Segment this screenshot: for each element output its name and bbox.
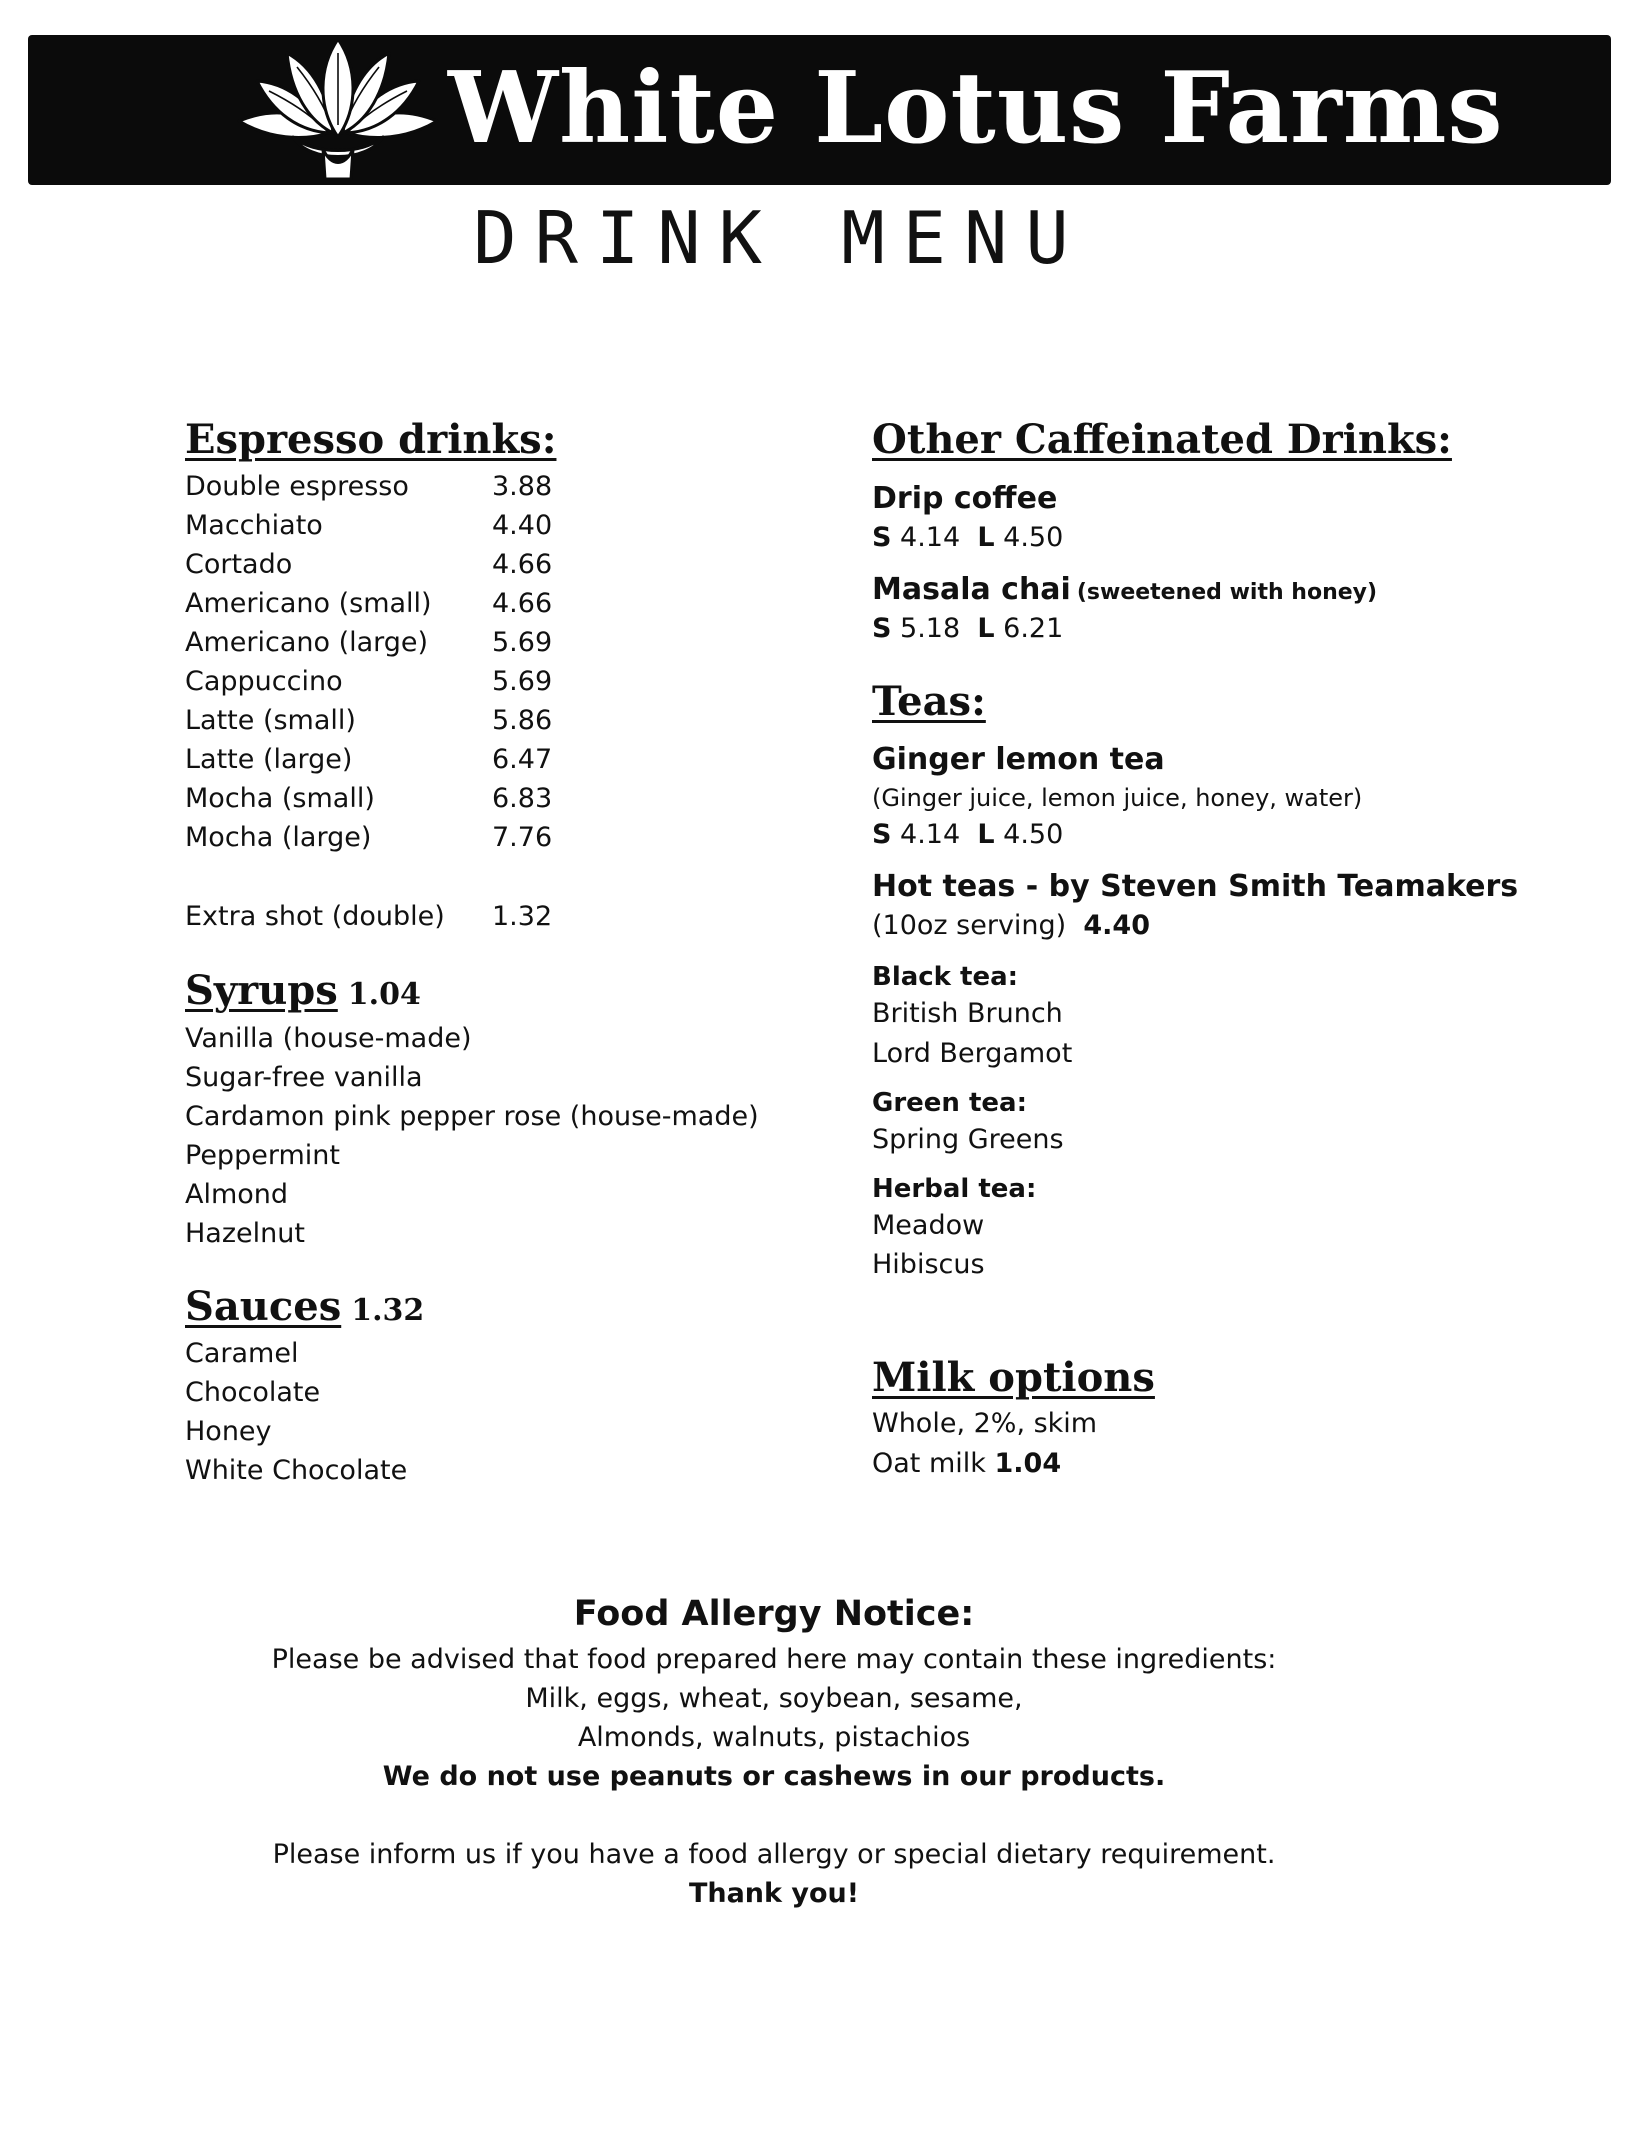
espresso-item-name: Latte (small) bbox=[185, 705, 356, 736]
tea-item: Hibiscus bbox=[872, 1249, 985, 1280]
oat-milk-price: 1.04 bbox=[994, 1448, 1062, 1479]
syrup-item: Peppermint bbox=[185, 1140, 340, 1171]
espresso-item-name: Cappuccino bbox=[185, 666, 343, 697]
hot-teas-name: Hot teas - by Steven Smith Teamakers bbox=[872, 869, 1519, 904]
teas-section-title: Teas: bbox=[872, 678, 986, 725]
espresso-item-price: 4.40 bbox=[492, 510, 553, 541]
allergy-notice-emphasis: We do not use peanuts or cashews in our products. bbox=[382, 1761, 1166, 1792]
allergy-notice-line: Please be advised that food prepared here may contain these ingredients: bbox=[271, 1644, 1277, 1675]
syrup-item: Hazelnut bbox=[185, 1218, 305, 1249]
extra-shot-price: 1.32 bbox=[492, 901, 553, 932]
size-small-label: S bbox=[872, 613, 892, 644]
espresso-item-name: Cortado bbox=[185, 549, 293, 580]
espresso-item-price: 5.69 bbox=[492, 666, 553, 697]
allergy-notice-title: Food Allergy Notice: bbox=[573, 1594, 975, 1634]
sauces-section-title bbox=[185, 1283, 424, 1335]
drip-coffee-prices bbox=[872, 520, 1063, 556]
allergy-thank-you: Thank you! bbox=[688, 1878, 860, 1909]
size-small-price: 4.14 bbox=[900, 819, 961, 850]
espresso-item-name: Macchiato bbox=[185, 510, 323, 541]
masala-chai-row bbox=[872, 571, 1377, 612]
masala-chai-name: Masala chai bbox=[872, 572, 1071, 607]
allergy-notice-line: Milk, eggs, wheat, soybean, sesame, bbox=[525, 1683, 1023, 1714]
syrups-section-title bbox=[185, 967, 421, 1019]
syrup-item: Sugar-free vanilla bbox=[185, 1062, 423, 1093]
syrup-item: Almond bbox=[185, 1179, 289, 1210]
lotus-icon bbox=[233, 37, 443, 183]
milk-section-title: Milk options bbox=[872, 1354, 1155, 1401]
espresso-item-name: Americano (small) bbox=[185, 588, 432, 619]
size-large-label: L bbox=[977, 819, 995, 850]
size-large-label: L bbox=[977, 522, 995, 553]
ginger-lemon-tea-prices bbox=[872, 817, 1063, 853]
size-small-price: 5.18 bbox=[900, 613, 961, 644]
black-tea-heading: Black tea: bbox=[872, 962, 1019, 992]
ginger-lemon-tea-name: Ginger lemon tea bbox=[872, 742, 1165, 777]
tea-item: Spring Greens bbox=[872, 1124, 1064, 1155]
allergy-notice-line: Almonds, walnuts, pistachios bbox=[577, 1722, 971, 1753]
espresso-item-price: 5.86 bbox=[492, 705, 553, 736]
size-small-label: S bbox=[872, 522, 892, 553]
oat-milk-line bbox=[872, 1446, 1061, 1482]
sauces-title: Sauces bbox=[185, 1283, 342, 1330]
hot-teas-serving-row bbox=[872, 908, 1150, 944]
espresso-item-name: Americano (large) bbox=[185, 627, 429, 658]
espresso-item-name: Latte (large) bbox=[185, 744, 353, 775]
green-tea-heading: Green tea: bbox=[872, 1088, 1027, 1118]
oat-milk-label: Oat milk bbox=[872, 1448, 986, 1479]
sauces-price: 1.32 bbox=[351, 1293, 425, 1328]
tea-item: Meadow bbox=[872, 1210, 985, 1241]
masala-chai-note: (sweetened with honey) bbox=[1076, 580, 1378, 605]
header-banner bbox=[28, 35, 1611, 185]
espresso-item-name: Mocha (small) bbox=[185, 783, 375, 814]
espresso-item-price: 6.83 bbox=[492, 783, 553, 814]
sauce-item: Caramel bbox=[185, 1338, 299, 1369]
size-large-price: 4.50 bbox=[1003, 522, 1064, 553]
ginger-lemon-tea-desc: (Ginger juice, lemon juice, honey, water) bbox=[872, 784, 1363, 812]
drip-coffee-name: Drip coffee bbox=[872, 481, 1058, 516]
espresso-section-title: Espresso drinks: bbox=[185, 416, 557, 463]
size-large-price: 6.21 bbox=[1003, 613, 1064, 644]
size-large-label: L bbox=[977, 613, 995, 644]
espresso-item-price: 5.69 bbox=[492, 627, 553, 658]
espresso-item-price: 4.66 bbox=[492, 549, 553, 580]
sauce-item: Honey bbox=[185, 1416, 272, 1447]
masala-chai-prices bbox=[872, 611, 1063, 647]
milk-options-line: Whole, 2%, skim bbox=[872, 1408, 1098, 1439]
size-large-price: 4.50 bbox=[1003, 819, 1064, 850]
brand-name: White Lotus Farms bbox=[448, 51, 1504, 166]
size-small-price: 4.14 bbox=[900, 522, 961, 553]
syrup-item: Vanilla (house-made) bbox=[185, 1023, 472, 1054]
syrups-price: 1.04 bbox=[347, 977, 421, 1012]
allergy-notice-line: Please inform us if you have a food allergy or special dietary requirement. bbox=[272, 1839, 1276, 1870]
herbal-tea-heading: Herbal tea: bbox=[872, 1174, 1037, 1204]
sauce-item: Chocolate bbox=[185, 1377, 321, 1408]
tea-item: Lord Bergamot bbox=[872, 1038, 1073, 1069]
espresso-item-name: Mocha (large) bbox=[185, 822, 372, 853]
espresso-item-name: Double espresso bbox=[185, 471, 409, 502]
espresso-item-price: 7.76 bbox=[492, 822, 553, 853]
syrup-item: Cardamon pink pepper rose (house-made) bbox=[185, 1101, 759, 1132]
hot-teas-price: 4.40 bbox=[1083, 910, 1151, 941]
tea-item: British Brunch bbox=[872, 998, 1063, 1029]
espresso-item-price: 6.47 bbox=[492, 744, 553, 775]
other-drinks-section-title: Other Caffeinated Drinks: bbox=[872, 416, 1452, 463]
espresso-item-price: 3.88 bbox=[492, 471, 553, 502]
hot-teas-serving: (10oz serving) bbox=[872, 910, 1067, 941]
extra-shot-name: Extra shot (double) bbox=[185, 901, 445, 932]
syrups-title: Syrups bbox=[185, 967, 338, 1014]
size-small-label: S bbox=[872, 819, 892, 850]
espresso-item-price: 4.66 bbox=[492, 588, 553, 619]
page-title: DRINK MENU bbox=[473, 196, 1087, 280]
sauce-item: White Chocolate bbox=[185, 1455, 408, 1486]
